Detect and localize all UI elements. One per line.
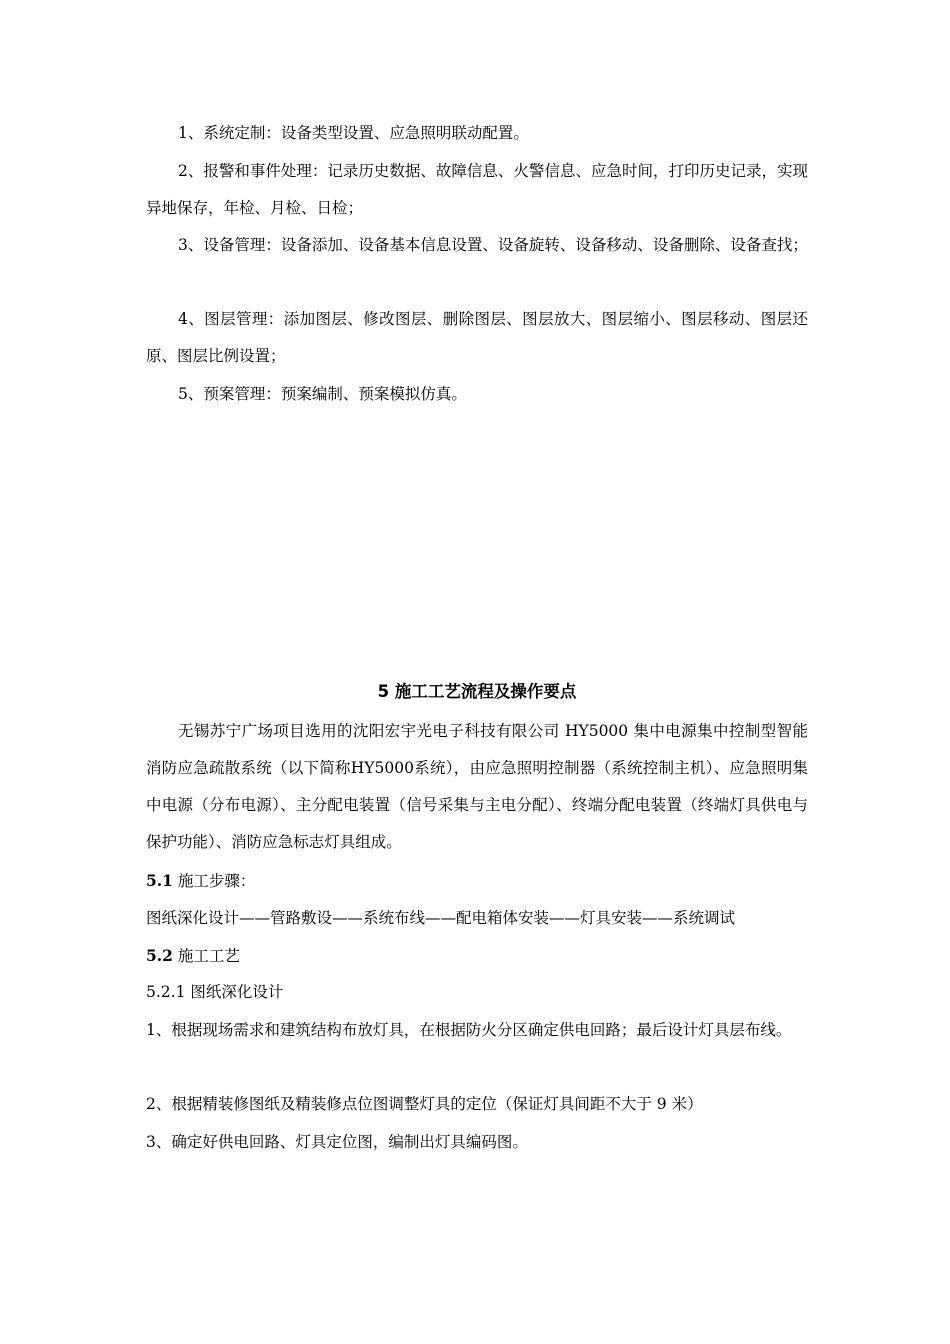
- design-step-2: 2、根据精装修图纸及精装修点位图调整灯具的定位（保证灯具间距不大于 9 米）: [146, 1095, 703, 1113]
- design-step-1: 1、根据现场需求和建筑结构布放灯具，在根据防火分区确定供电回路；最后设计灯具层布线。: [146, 1021, 792, 1039]
- list-item-plan-management: 5、预案管理：预案编制、预案模拟仿真。: [178, 385, 467, 403]
- design-step-3: 3、确定好供电回路、灯具定位图，编制出灯具编码图。: [146, 1133, 528, 1151]
- list-item-layer-management: 4、图层管理：添加图层、修改图层、删除图层、图层放大、图层缩小、图层移动、图层还原、图层比例设置；: [146, 310, 808, 365]
- subsection-number: 5.1: [146, 871, 173, 890]
- subsection-label: 施工工艺: [172, 947, 240, 965]
- subsection-5-2-title: [146, 937, 808, 975]
- section-heading: 5 施工工艺流程及操作要点: [377, 682, 577, 701]
- list-item-system-customization: 1、系统定制：设备类型设置、应急照明联动配置。: [178, 124, 529, 142]
- list-item-device-management: 3、设备管理：设备添加、设备基本信息设置、设备旋转、设备移动、设备删除、设备查找；: [178, 236, 808, 254]
- section-intro-paragraph: 无锡苏宁广场项目选用的沈阳宏宇光电子科技有限公司 HY5000 集中电源集中控制型智能消防应急疏散系统（以下简称HY5000系统），由应急照明控制器（系统控制主机）、应急照明集中电源（分布电源）、主分配电装置（信号采集与主电分配）、终端分配电装置（终端灯具供电与保护功能）、消防应急标志灯具组成。: [146, 722, 808, 851]
- subsection-label: 施工步骤：: [172, 872, 256, 890]
- construction-flow: 图纸深化设计——管路敷设——系统布线——配电箱体安装——灯具安装——系统调试: [146, 909, 736, 927]
- list-item-alarm-events: 2、报警和事件处理：记录历史数据、故障信息、火警信息、应急时间，打印历史记录，实现异地保存，年检、月检、日检；: [146, 162, 808, 217]
- subsection-5-2-1-title: 5.2.1 图纸深化设计: [146, 983, 284, 1001]
- subsection-5-1-title: [146, 862, 808, 900]
- subsection-number: 5.2: [146, 946, 173, 965]
